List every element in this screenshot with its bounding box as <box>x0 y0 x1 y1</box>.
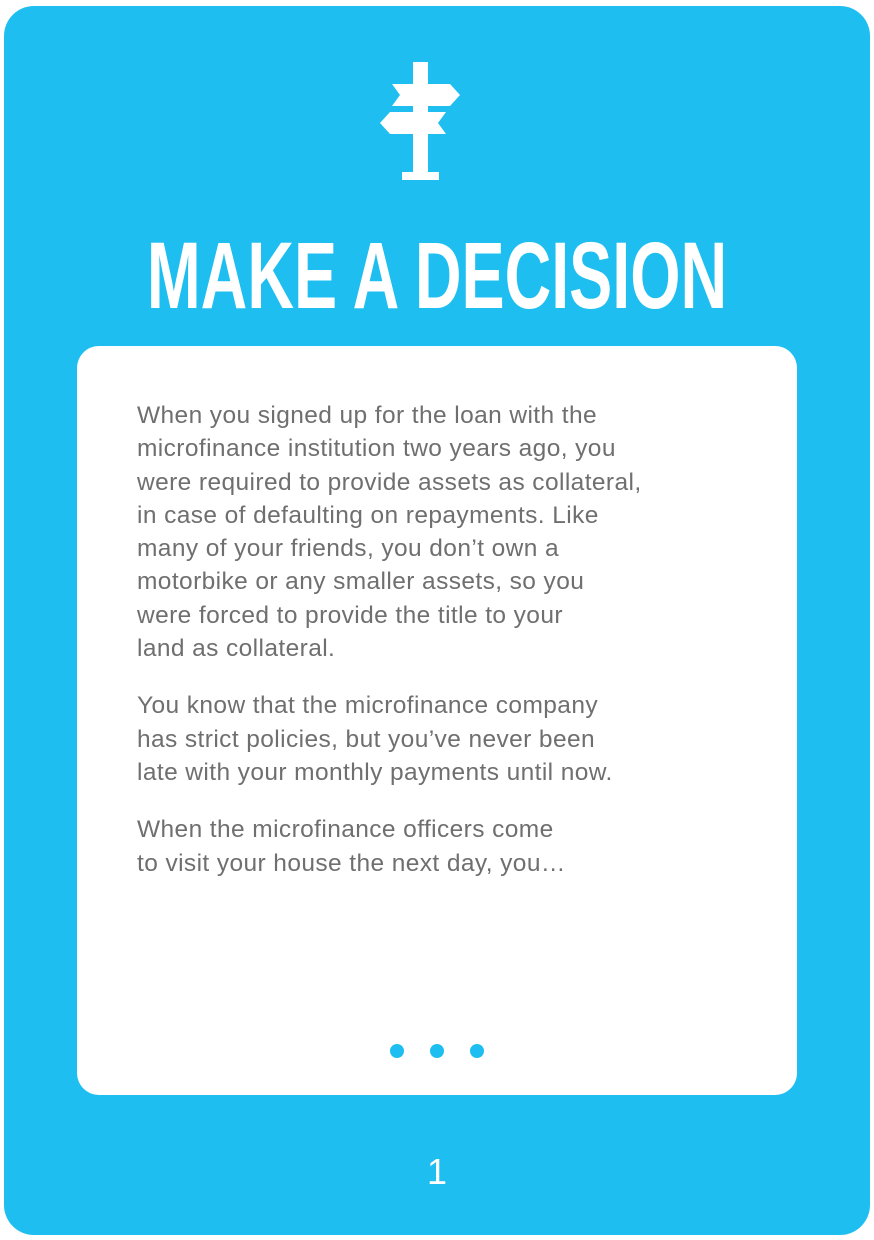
dot <box>430 1044 444 1058</box>
story-paragraph: When the microfinance officers come to visit your house the next day, you… <box>137 816 566 877</box>
dot <box>390 1044 404 1058</box>
story-text <box>137 399 757 904</box>
signpost-icon <box>378 62 462 186</box>
story-paragraph: You know that the microfinance company has strict policies, but you’ve never been late with your monthly payments until now. <box>137 692 613 786</box>
dot <box>470 1044 484 1058</box>
page-number: 1 <box>426 1151 448 1192</box>
story-paragraph: When you signed up for the loan with the microfinance institution two years ago, you were required to provide assets as collateral, in case of defaulting on repayments. Like many of your friends, you don’t own a motorbike or any smaller assets, so you were forced to provide the title to your land as collateral. <box>137 402 642 663</box>
card-title: MAKE A DECISION <box>146 223 728 329</box>
decision-card <box>4 6 870 1235</box>
story-panel <box>77 346 797 1095</box>
ellipsis-dots <box>390 1044 486 1058</box>
